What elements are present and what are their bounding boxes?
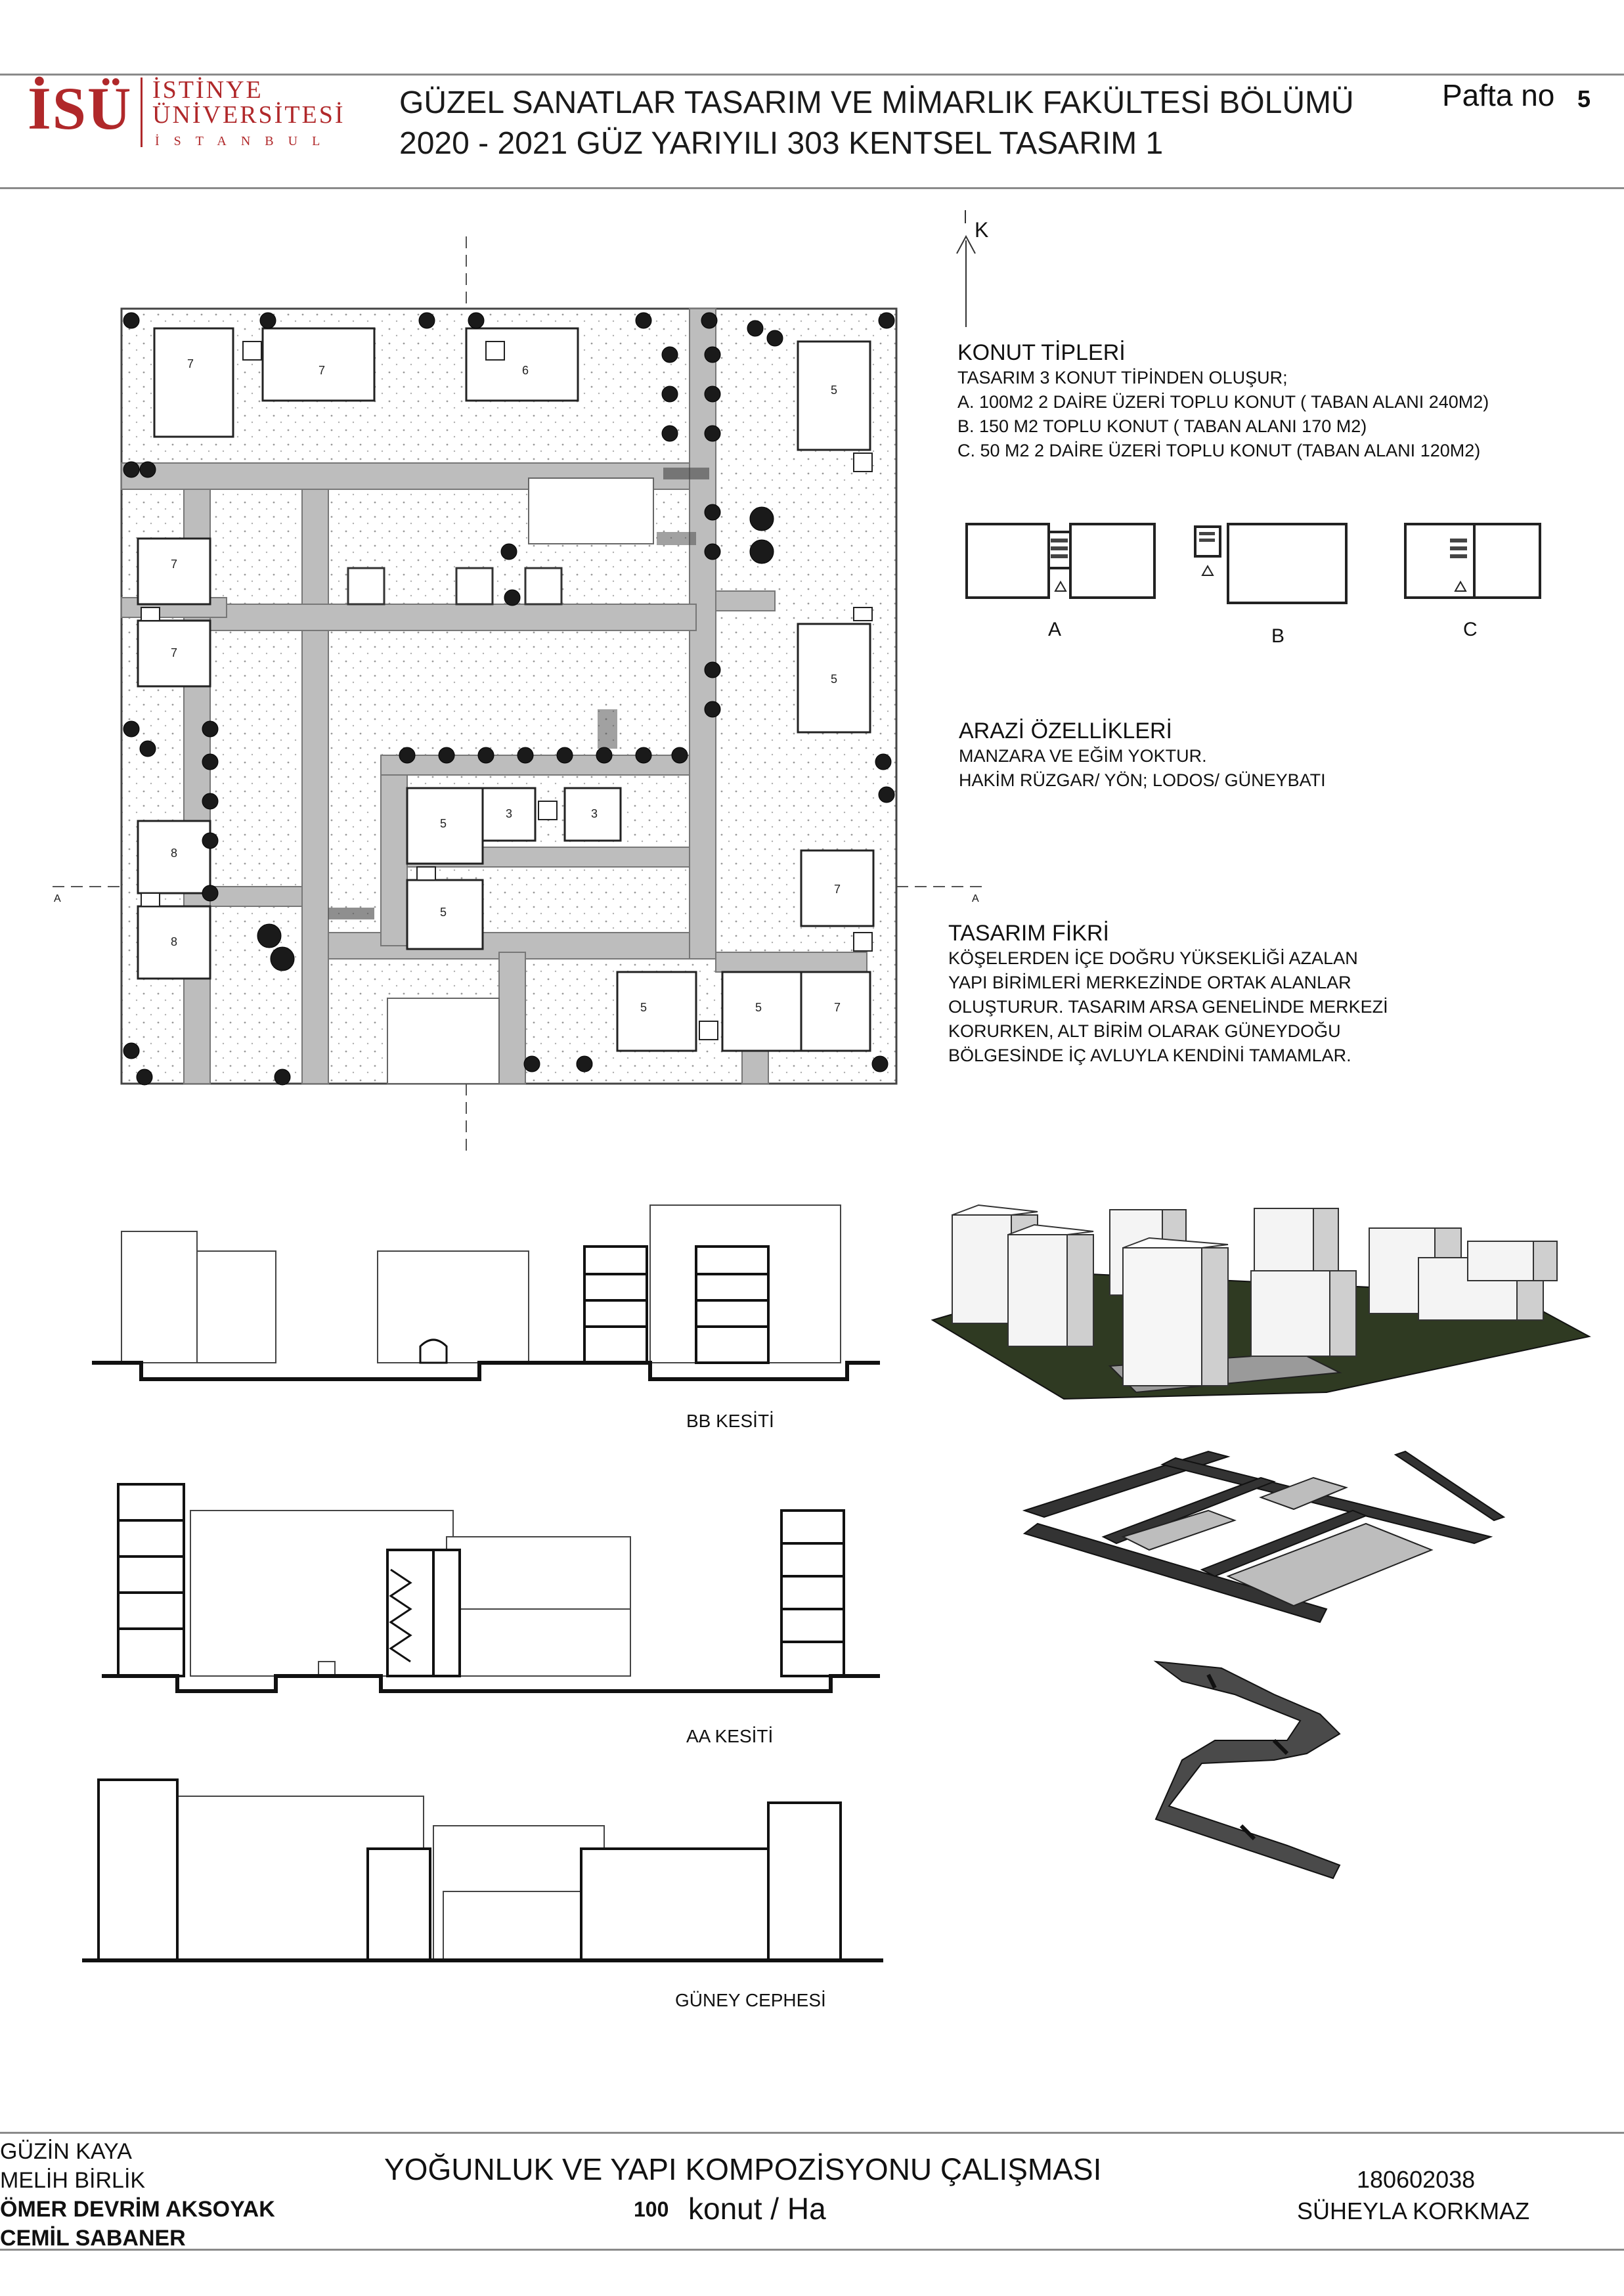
team-member: ÖMER DEVRİM AKSOYAK — [0, 2197, 275, 2222]
section-a-marker-right: A — [972, 893, 979, 904]
svg-text:7: 7 — [833, 883, 841, 896]
svg-text:3: 3 — [590, 807, 598, 820]
type-b-block — [1228, 524, 1346, 603]
svg-text:7: 7 — [170, 558, 178, 571]
massing-model — [919, 1195, 1602, 1419]
guney-cephesi-drawing — [79, 1767, 893, 1983]
student-id: 180602038 — [1357, 2166, 1476, 2193]
bb-section-drawing — [85, 1195, 887, 1392]
tasarim-fikri-line: KÖŞELERDEN İÇE DOĞRU YÜKSEKLİĞİ AZALAN — [948, 948, 1358, 968]
svg-text:5: 5 — [640, 1001, 647, 1014]
team-member: MELİH BİRLİK — [0, 2168, 146, 2193]
type-c-right-block — [1474, 524, 1540, 598]
konut-tipleri-line: B. 150 M2 TOPLU KONUT ( TABAN ALANI 170 M2) — [957, 416, 1367, 436]
type-b-label: B — [1271, 625, 1285, 647]
arazi-title: ARAZİ ÖZELLİKLERİ — [959, 718, 1172, 743]
type-a-left-block — [967, 524, 1049, 598]
course-title: 2020 - 2021 GÜZ YARIYILI 303 KENTSEL TASARIM 1 — [399, 126, 1164, 161]
konut-tipleri-title: KONUT TİPLERİ — [957, 340, 1126, 365]
tasarim-fikri-line: BÖLGESİNDE İÇ AVLUYLA KENDİNİ TAMAMLAR. — [948, 1046, 1351, 1065]
tasarim-fikri-line: KORURKEN, ALT BİRİM OLARAK GÜNEYDOĞU — [948, 1021, 1341, 1041]
section-a-marker-left: A — [54, 893, 61, 904]
svg-text:8: 8 — [170, 847, 178, 860]
konut-tipleri-line: A. 100M2 2 DAİRE ÜZERİ TOPLU KONUT ( TABAN ALANI 240M2) — [957, 392, 1489, 412]
svg-text:5: 5 — [439, 906, 447, 919]
university-logo-line2: ÜNİVERSİTESİ — [152, 101, 345, 129]
type-a-label: A — [1048, 619, 1062, 640]
study-title: YOĞUNLUK VE YAPI KOMPOZİSYONU ÇALIŞMASI — [384, 2152, 1102, 2186]
konut-tipleri-block — [957, 340, 1588, 463]
sheet-number: 5 — [1577, 85, 1591, 112]
team-member: CEMİL SABANER — [0, 2226, 186, 2251]
svg-text:3: 3 — [505, 807, 513, 820]
university-logo-line1: İSTİNYE — [152, 76, 263, 104]
type-c-label: C — [1463, 619, 1478, 640]
team-names — [0, 2137, 275, 2253]
site-plan — [39, 210, 985, 1156]
team-member: GÜZİN KAYA — [0, 2139, 132, 2164]
student-name: SÜHEYLA KORKMAZ — [1297, 2197, 1530, 2224]
svg-text:8: 8 — [170, 935, 178, 948]
bb-section-caption: BB KESİTİ — [686, 1411, 774, 1431]
aa-section-caption: AA KESİTİ — [686, 1726, 774, 1746]
konut-tipleri-line: TASARIM 3 KONUT TİPİNDEN OLUŞUR; — [957, 368, 1288, 387]
footer-top-rule — [0, 2132, 1624, 2134]
header-bottom-rule — [0, 187, 1624, 189]
tasarim-fikri-title: TASARIM FİKRİ — [948, 921, 1109, 946]
arazi-line: MANZARA VE EĞİM YOKTUR. — [959, 746, 1207, 766]
svg-text:7: 7 — [318, 364, 326, 377]
konut-tipleri-line: C. 50 M2 2 DAİRE ÜZERİ TOPLU KONUT (TABAN ALANI 120M2) — [957, 441, 1481, 460]
north-label: K — [975, 218, 989, 242]
faculty-title: GÜZEL SANATLAR TASARIM VE MİMARLIK FAKÜLTESİ BÖLÜMÜ — [399, 85, 1354, 120]
svg-text:5: 5 — [755, 1001, 762, 1014]
tasarim-fikri-line: OLUŞTURUR. TASARIM ARSA GENELİNDE MERKEZİ — [948, 997, 1388, 1017]
svg-text:7: 7 — [170, 646, 178, 659]
type-a-right-block — [1070, 524, 1154, 598]
svg-text:7: 7 — [187, 357, 194, 370]
svg-text:5: 5 — [830, 673, 838, 686]
arazi-block — [959, 718, 1589, 793]
tasarim-fikri-line: YAPI BİRİMLERİ MERKEZİNDE ORTAK ALANLAR — [948, 973, 1351, 992]
svg-text:6: 6 — [521, 364, 529, 377]
svg-text:7: 7 — [833, 1001, 841, 1014]
logo-divider — [141, 77, 143, 147]
road-network-exploded — [1011, 1438, 1524, 1635]
svg-text:5: 5 — [830, 384, 838, 397]
university-logo-line3: İSTANBUL — [155, 134, 335, 148]
aa-section-drawing — [92, 1465, 893, 1714]
housing-type-diagrams — [959, 512, 1550, 657]
sheet-label: Pafta no — [1442, 78, 1555, 112]
svg-text:5: 5 — [439, 817, 447, 830]
plaza-exploded — [1143, 1642, 1353, 1891]
density-value: 100 — [634, 2197, 669, 2221]
tasarim-fikri-block — [948, 921, 1579, 1068]
university-logo-short: İSÜ — [28, 75, 133, 142]
guney-cephesi-caption: GÜNEY CEPHESİ — [675, 1990, 826, 2010]
arazi-line: HAKİM RÜZGAR/ YÖN; LODOS/ GÜNEYBATI — [959, 770, 1326, 790]
density-unit: konut / Ha — [688, 2192, 826, 2226]
